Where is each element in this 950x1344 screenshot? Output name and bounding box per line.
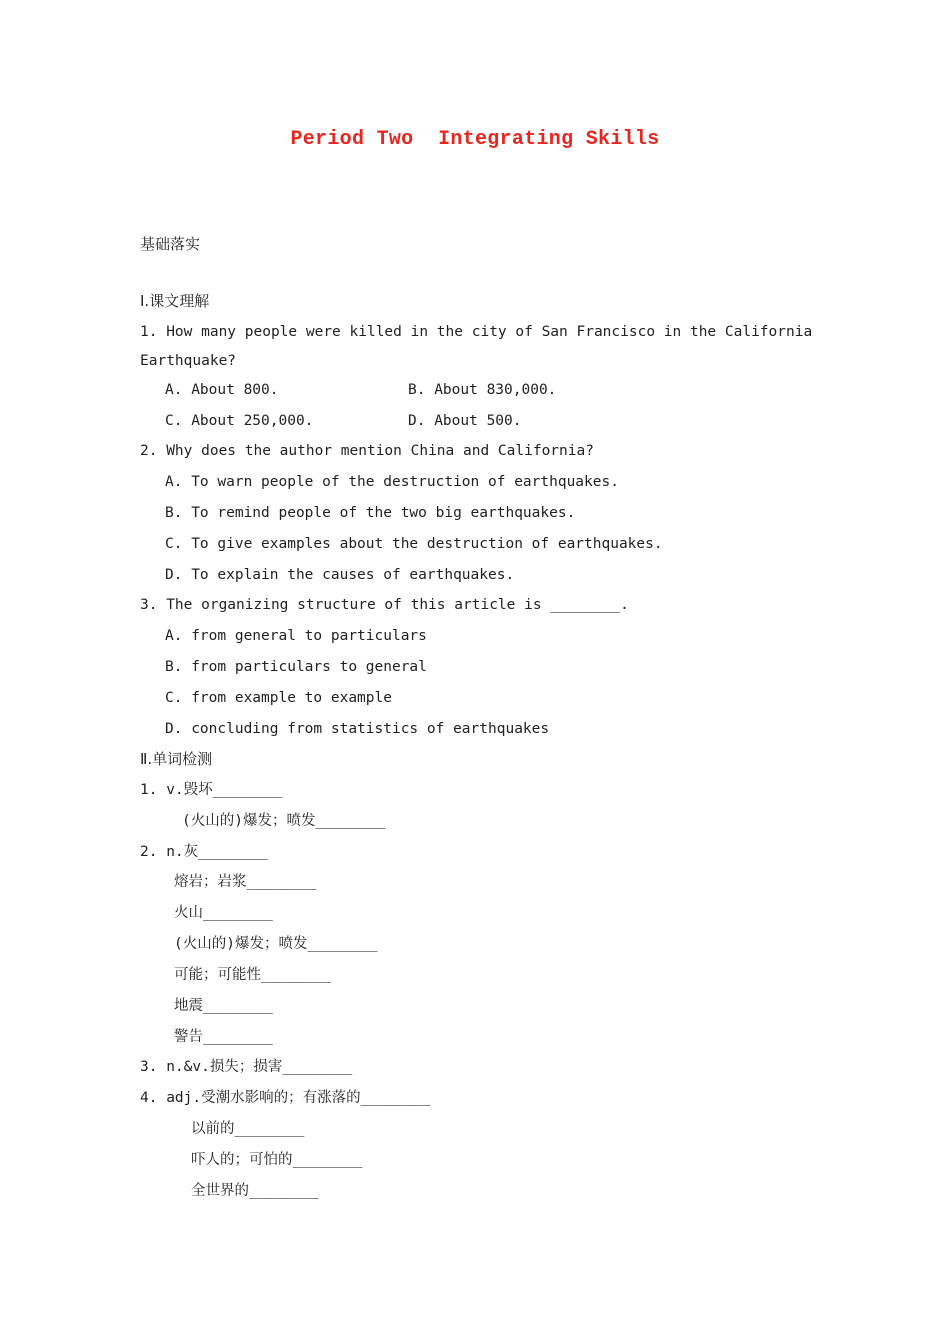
vocab-item: 4. adj.受潮水影响的；有涨落的________ <box>140 1090 431 1106</box>
vocab-item: 地震________ <box>174 998 273 1014</box>
vocab-item: 全世界的________ <box>191 1183 319 1199</box>
vocab-item: 3. n.&v.损失；损害________ <box>140 1059 353 1075</box>
vocab-item: (火山的)爆发；喷发________ <box>174 936 378 952</box>
q1-stem: 1. How many people were killed in the city of San Francisco in the California <box>140 324 813 340</box>
q1-option-b: B. About 830,000. <box>408 382 557 398</box>
section-2-title: Ⅱ.单词检测 <box>140 750 213 768</box>
q2-option-b: B. To remind people of the two big earthquakes. <box>165 505 576 521</box>
q3-option-d: D. concluding from statistics of earthquakes <box>165 721 550 737</box>
q3-stem: 3. The organizing structure of this article is ________. <box>140 597 629 613</box>
q1-option-d: D. About 500. <box>408 413 522 429</box>
q3-option-a: A. from general to particulars <box>165 628 427 644</box>
vocab-item: 吓人的；可怕的________ <box>191 1152 363 1168</box>
vocab-item: 可能；可能性________ <box>174 967 331 983</box>
q2-stem: 2. Why does the author mention China and California? <box>140 443 594 459</box>
vocab-item: 火山________ <box>174 905 273 921</box>
vocab-item: 警告________ <box>174 1029 273 1045</box>
q2-option-c: C. To give examples about the destruction of earthquakes. <box>165 536 663 552</box>
section-heading: 基础落实 <box>140 235 201 253</box>
vocab-item: 熔岩；岩浆________ <box>174 874 317 890</box>
page-title: Period Two Integrating Skills <box>290 128 660 151</box>
q2-option-a: A. To warn people of the destruction of earthquakes. <box>165 474 619 490</box>
q3-option-c: C. from example to example <box>165 690 392 706</box>
q1-option-a: A. About 800. <box>165 382 279 398</box>
q1-option-c: C. About 250,000. <box>165 413 314 429</box>
vocab-item: (火山的)爆发；喷发________ <box>182 813 386 829</box>
vocab-item: 1. v.毁坏________ <box>140 782 283 798</box>
q1-stem-cont: Earthquake? <box>140 353 237 369</box>
q3-option-b: B. from particulars to general <box>165 659 427 675</box>
vocab-item: 以前的________ <box>191 1121 305 1137</box>
q2-option-d: D. To explain the causes of earthquakes. <box>165 567 515 583</box>
section-1-title: Ⅰ.课文理解 <box>140 292 210 310</box>
vocab-item: 2. n.灰________ <box>140 844 268 860</box>
